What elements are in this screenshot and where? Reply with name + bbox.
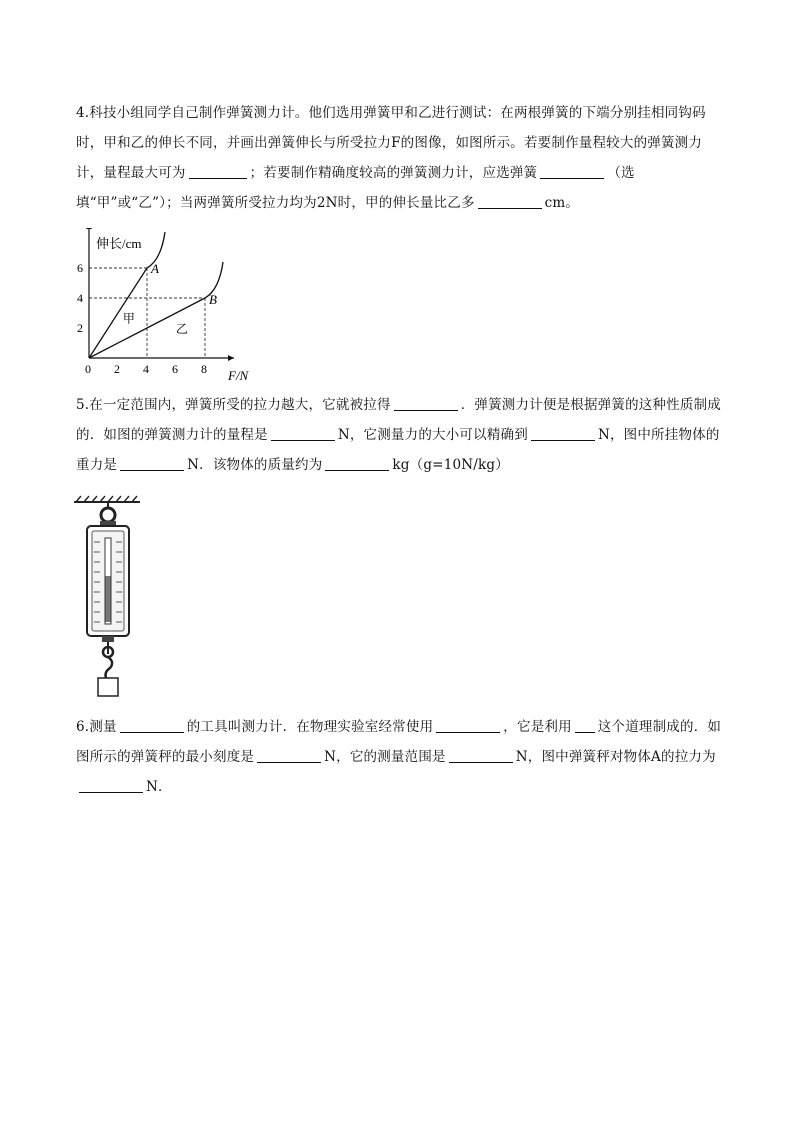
bottom-clamp bbox=[102, 636, 114, 642]
question-5 bbox=[76, 390, 726, 480]
hook-icon bbox=[106, 657, 113, 678]
answer-blank[interactable] bbox=[189, 164, 247, 179]
series-line-0 bbox=[89, 268, 147, 358]
answer-blank[interactable] bbox=[120, 718, 184, 733]
question-text: （选填“甲”或“乙”）；当两弹簧所受拉力均为2N时，甲的伸长量比乙多 bbox=[76, 165, 635, 211]
spring-scale-figure bbox=[70, 494, 150, 700]
answer-blank[interactable] bbox=[79, 778, 143, 793]
answer-blank[interactable] bbox=[540, 164, 604, 179]
question-6 bbox=[76, 712, 726, 802]
answer-blank[interactable] bbox=[478, 194, 542, 209]
question-text: 这个道理制成的．如图所示的弹簧秤的最小刻度是 bbox=[76, 719, 722, 765]
top-ring bbox=[101, 508, 115, 522]
question-text: N． bbox=[146, 779, 172, 795]
spring-indicator bbox=[106, 576, 111, 622]
point-label: A bbox=[151, 261, 159, 276]
answer-blank[interactable] bbox=[436, 718, 500, 733]
y-axis-label: 伸长/cm bbox=[96, 236, 142, 251]
answer-blank[interactable] bbox=[257, 748, 321, 763]
x-tick-label: 8 bbox=[201, 362, 207, 376]
question-text: kg（g=10N/kg） bbox=[392, 457, 509, 473]
x-axis-label: F/N bbox=[228, 368, 249, 383]
question-text: N．该物体的质量约为 bbox=[187, 457, 323, 473]
question-text: 测量 bbox=[89, 719, 117, 735]
question-text: 科技小组同学自己制作弹簧测力计。他们选用弹簧甲和乙进行测试：在两根弹簧的下端分别挂相同钩码时，甲和乙的伸长不同，并画出弹簧伸长与所受拉力F的图像，如图所示。若要制作量程较大的弹簧测力计，量程最大可为 bbox=[76, 105, 706, 181]
answer-blank[interactable] bbox=[575, 718, 595, 733]
question-number: 5. bbox=[76, 397, 90, 413]
question-number: 6. bbox=[76, 719, 90, 735]
point-label: B bbox=[209, 292, 217, 307]
question-text: cm。 bbox=[544, 195, 580, 211]
question-text: 在一定范围内，弹簧所受的拉力越大，它就被拉得 bbox=[89, 397, 391, 413]
answer-blank[interactable] bbox=[271, 426, 335, 441]
answer-blank[interactable] bbox=[449, 748, 513, 763]
question-number: 4. bbox=[76, 105, 90, 121]
series-name: 甲 bbox=[122, 311, 135, 326]
x-tick-label: 0 bbox=[85, 362, 91, 376]
chart-ticks bbox=[77, 261, 207, 376]
y-tick-label: 2 bbox=[77, 321, 83, 335]
y-axis-arrow bbox=[86, 228, 92, 229]
extension-force-chart bbox=[72, 228, 252, 386]
question-text: N，它的测量范围是 bbox=[324, 749, 446, 765]
x-axis-arrow bbox=[228, 355, 234, 361]
question-text: 的工具叫测力计．在物理实验室经常使用 bbox=[186, 719, 434, 735]
x-tick-label: 2 bbox=[114, 362, 120, 376]
answer-blank[interactable] bbox=[120, 456, 184, 471]
question-text: N，它测量力的大小可以精确到 bbox=[337, 427, 528, 443]
y-tick-label: 4 bbox=[77, 291, 83, 305]
question-text: N，图中弹簧秤对物体A的拉力为 bbox=[515, 749, 716, 765]
question-text: N，图中所挂物体的重力是 bbox=[76, 427, 720, 473]
series-name: 乙 bbox=[175, 322, 188, 337]
question-text: ．弹簧测力计便是根据弹簧的这种性质制成的．如图的弹簧测力计的量程是 bbox=[76, 397, 721, 443]
x-tick-label: 4 bbox=[143, 362, 149, 376]
question-4 bbox=[76, 98, 726, 218]
y-tick-label: 6 bbox=[77, 261, 83, 275]
x-tick-label: 6 bbox=[172, 362, 178, 376]
question-text: ，它是利用 bbox=[503, 719, 572, 735]
answer-blank[interactable] bbox=[394, 396, 458, 411]
question-text: ；若要制作精确度较高的弹簧测力计，应选弹簧 bbox=[249, 165, 538, 181]
hanging-weight bbox=[98, 678, 118, 696]
answer-blank[interactable] bbox=[531, 426, 595, 441]
answer-blank[interactable] bbox=[325, 456, 389, 471]
chart-guides bbox=[89, 268, 205, 358]
